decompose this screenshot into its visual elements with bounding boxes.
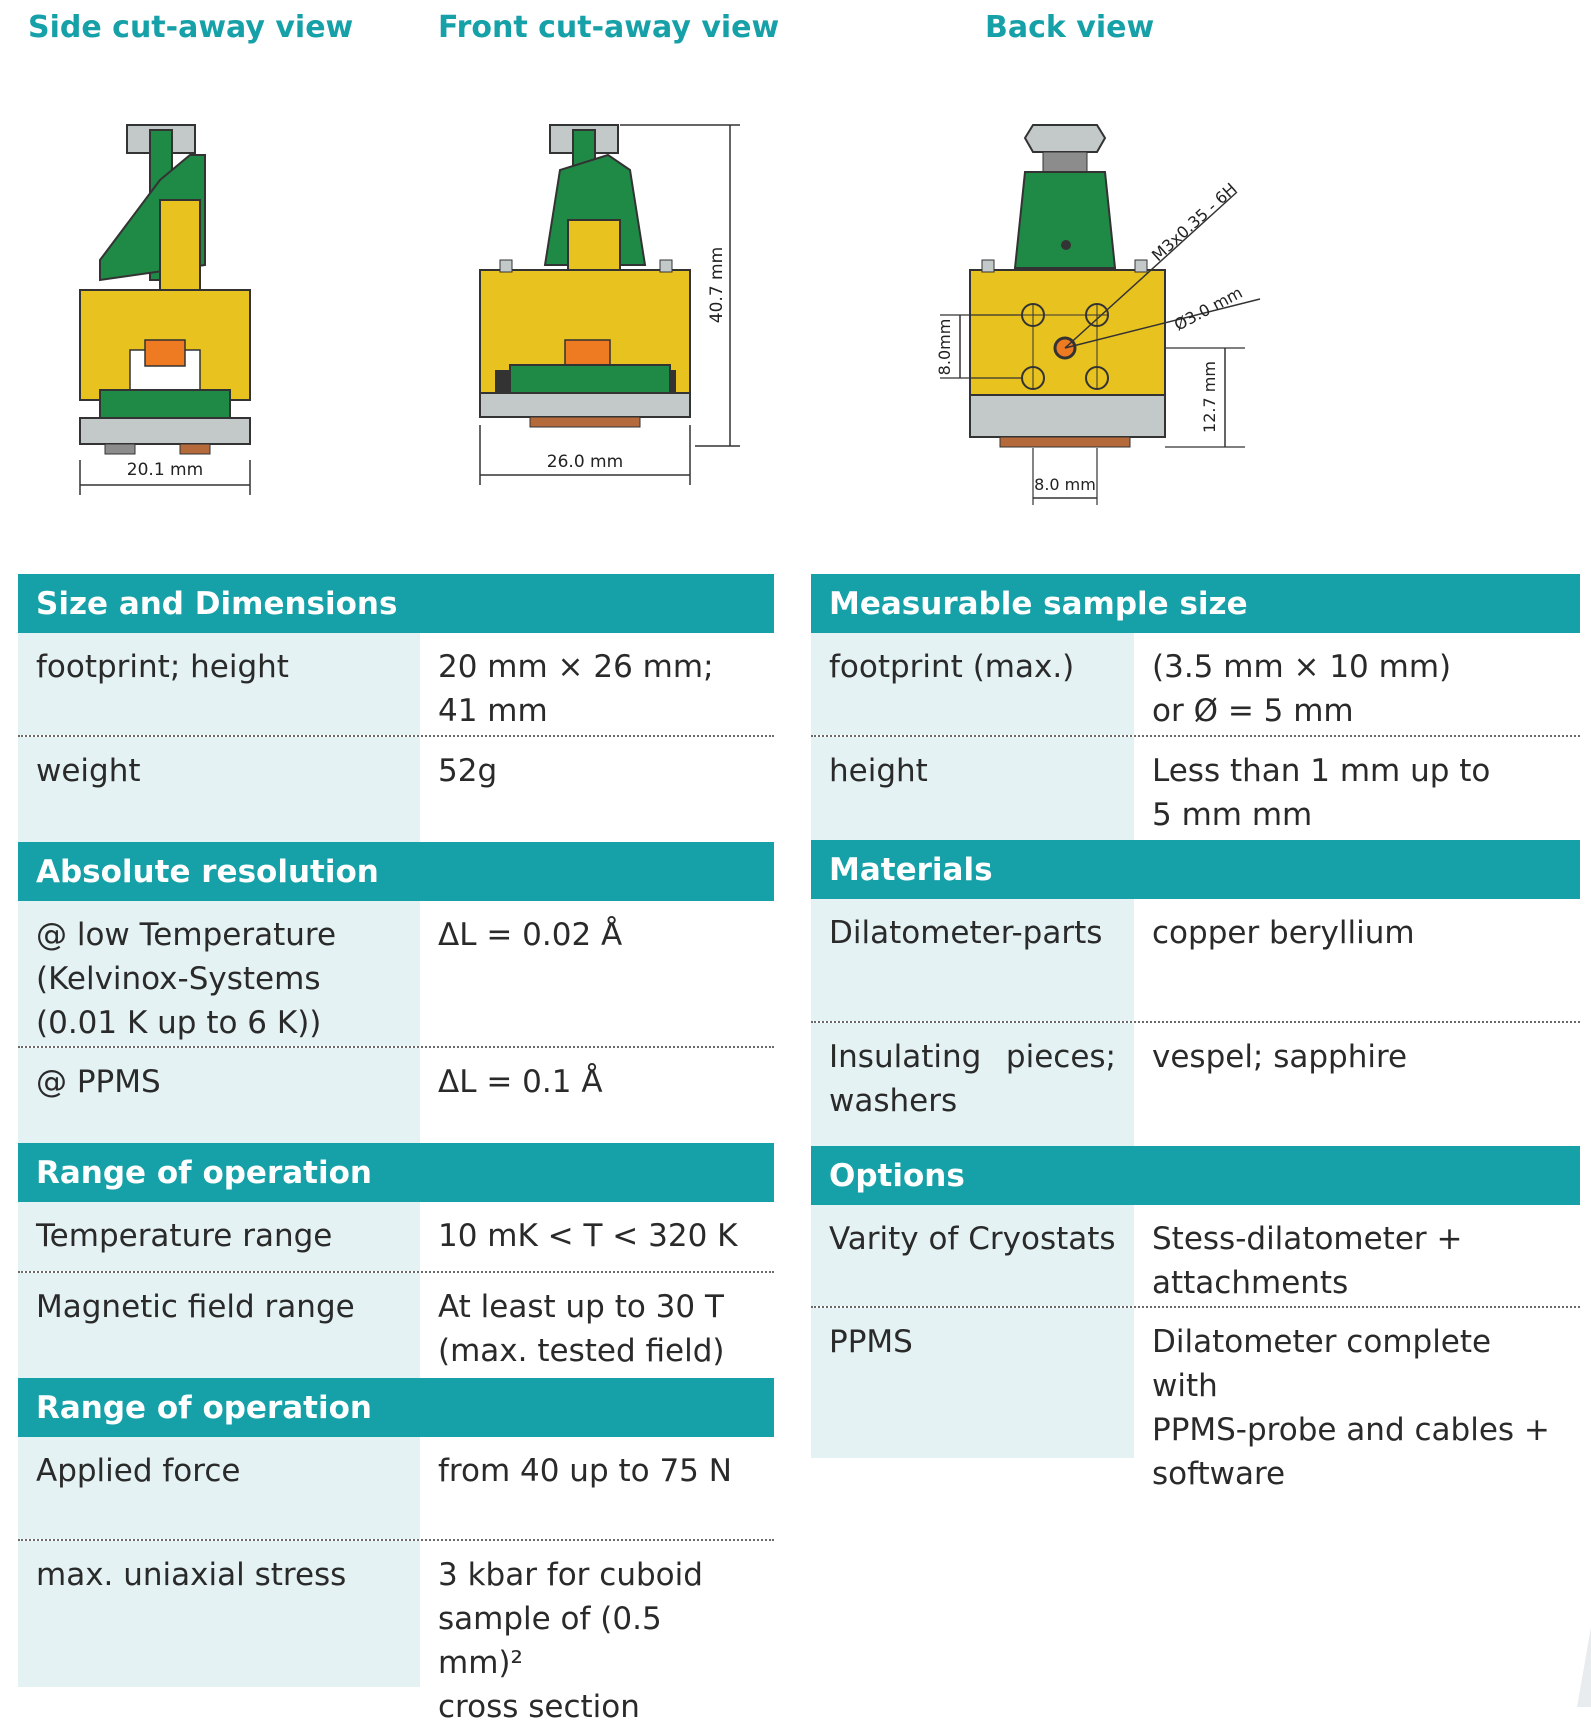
table-row <box>18 1202 774 1273</box>
table-row <box>811 899 1580 1023</box>
page-corner-decoration <box>1577 1627 1591 1707</box>
table-row <box>18 1437 774 1541</box>
front-height-label: 40.7 mm <box>707 246 727 324</box>
spec-label-line: Insulating pieces; <box>829 1039 1116 1075</box>
table-row <box>18 1048 774 1143</box>
table-row <box>18 1541 774 1725</box>
table-row <box>811 633 1580 737</box>
section-header-size: Size and Dimensions <box>18 574 774 633</box>
spec-value: Stess-dilatometer + attachments <box>1134 1205 1580 1306</box>
spec-label: PPMS <box>811 1308 1134 1458</box>
table-row <box>811 1023 1580 1146</box>
section-header-materials: Materials <box>811 840 1580 899</box>
table-row <box>811 1205 1580 1308</box>
side-view-title: Side cut-away view <box>28 10 354 45</box>
back-view-title: Back view <box>985 10 1155 45</box>
spec-label: max. uniaxial stress <box>18 1541 420 1687</box>
spec-label: weight <box>18 737 420 842</box>
spec-label: Applied force <box>18 1437 420 1539</box>
table-row <box>811 737 1580 840</box>
section-header-range-of-operation-force: Range of operation <box>18 1378 774 1437</box>
spec-label: @ low Temperature (Kelvinox-Systems (0.01 K up to 6 K)) <box>18 901 420 1046</box>
front-cutaway-drawing <box>470 110 750 490</box>
section-header-resolution: Absolute resolution <box>18 842 774 901</box>
spec-label-line: washers <box>829 1083 958 1119</box>
side-cutaway-drawing <box>60 110 260 510</box>
back-view-drawing <box>900 110 1280 510</box>
spec-label: Dilatometer-parts <box>811 899 1134 1021</box>
spec-value: copper beryllium <box>1134 899 1580 1021</box>
spec-value: vespel; sapphire <box>1134 1023 1580 1146</box>
table-row <box>18 633 774 737</box>
hole-spacing-horizontal-label: 8.0 mm <box>1034 475 1096 494</box>
diameter-label: Ø3.0 mm <box>1170 282 1246 335</box>
front-width-label: 26.0 mm <box>546 452 624 472</box>
spec-value: 10 mK < T < 320 K <box>420 1202 774 1271</box>
spec-value: Dilatometer complete with PPMS-probe and cables + software <box>1134 1308 1580 1458</box>
block-height-label: 12.7 mm <box>1200 361 1219 433</box>
spec-label: height <box>811 737 1134 840</box>
spec-label: Temperature range <box>18 1202 420 1271</box>
spec-value: Less than 1 mm up to 5 mm mm <box>1134 737 1580 840</box>
left-spec-table <box>18 574 774 1725</box>
spec-value: 52g <box>420 737 774 842</box>
spec-label: @ PPMS <box>18 1048 420 1143</box>
spec-label: Varity of Cryostats <box>811 1205 1134 1306</box>
section-header-options: Options <box>811 1146 1580 1205</box>
spec-value: 20 mm × 26 mm; 41 mm <box>420 633 774 735</box>
spec-label: Magnetic field range <box>18 1273 420 1378</box>
section-header-sample-size: Measurable sample size <box>811 574 1580 633</box>
spec-label: footprint; height <box>18 633 420 735</box>
spec-value: from 40 up to 75 N <box>420 1437 774 1539</box>
spec-label: footprint (max.) <box>811 633 1134 735</box>
front-view-title: Front cut-away view <box>438 10 780 45</box>
hole-spacing-vertical-label: 8.0mm <box>935 318 954 376</box>
table-row <box>18 1273 774 1378</box>
spec-label <box>811 1023 1134 1146</box>
thread-label: M3x0.35 - 6H <box>1147 179 1241 265</box>
spec-value: ΔL = 0.02 Å <box>420 901 774 1046</box>
spec-value: ΔL = 0.1 Å <box>420 1048 774 1143</box>
side-width-label: 20.1 mm <box>126 460 204 480</box>
spec-value: At least up to 30 T (max. tested field) <box>420 1273 774 1378</box>
right-spec-table <box>811 574 1580 1492</box>
section-header-range-of-operation: Range of operation <box>18 1143 774 1202</box>
table-row <box>18 901 774 1048</box>
spec-value: (3.5 mm × 10 mm) or Ø = 5 mm <box>1134 633 1580 735</box>
spec-value: 3 kbar for cuboid sample of (0.5 mm)² cross section <box>420 1541 774 1687</box>
table-row <box>18 737 774 842</box>
table-row <box>811 1308 1580 1492</box>
